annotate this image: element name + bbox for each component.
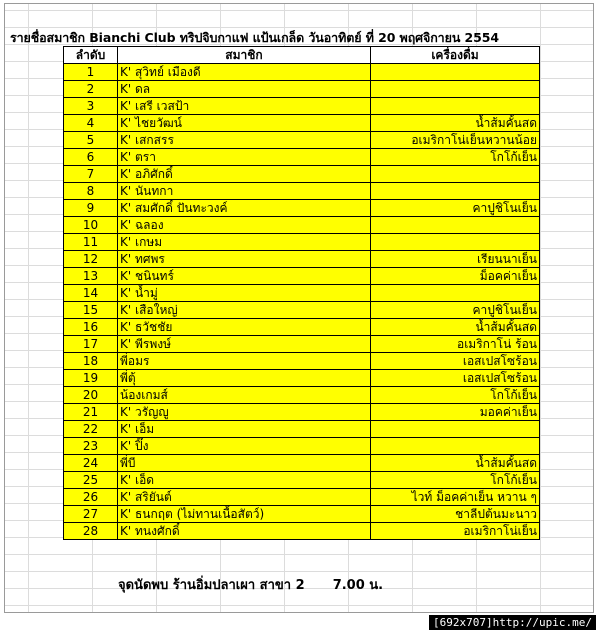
table-row xyxy=(64,421,540,438)
member-name: K' ธวัชชัย xyxy=(118,319,371,336)
table-row xyxy=(64,234,540,251)
member-drink: อเมริกาโน่เย็น xyxy=(371,523,540,540)
member-drink: เอสเปสโซร้อน xyxy=(371,353,540,370)
row-number: 5 xyxy=(64,132,118,149)
table-row xyxy=(64,268,540,285)
row-number: 14 xyxy=(64,285,118,302)
header-member: สมาชิก xyxy=(118,47,371,64)
table-header-row xyxy=(64,47,540,64)
row-number: 8 xyxy=(64,183,118,200)
table-row xyxy=(64,353,540,370)
table-row xyxy=(64,285,540,302)
member-name: K' ทนงศักดิ์ xyxy=(118,523,371,540)
row-number: 23 xyxy=(64,438,118,455)
table-row xyxy=(64,98,540,115)
member-name: พี่ตุ้ xyxy=(118,370,371,387)
row-number: 18 xyxy=(64,353,118,370)
member-drink xyxy=(371,217,540,234)
member-name: K' ทศพร xyxy=(118,251,371,268)
row-number: 20 xyxy=(64,387,118,404)
row-number: 12 xyxy=(64,251,118,268)
member-name: น้องเกมส์ xyxy=(118,387,371,404)
member-drink: ชาลีปต้นมะนาว xyxy=(371,506,540,523)
row-number: 17 xyxy=(64,336,118,353)
member-name: K' ดล xyxy=(118,81,371,98)
page-title: รายชื่อสมาชิก Bianchi Club ทริปจิบกาแฟ แป้นเกล็ด วันอาทิตย์ ที่ 20 พฤศจิกายน 2554 xyxy=(10,30,499,45)
header-no: ลำดับ xyxy=(64,47,118,64)
member-drink xyxy=(371,98,540,115)
member-drink: น้ำส้มคั้นสด xyxy=(371,115,540,132)
row-number: 28 xyxy=(64,523,118,540)
table-row xyxy=(64,489,540,506)
member-drink: น้ำส้มคั้นสด xyxy=(371,319,540,336)
table-row xyxy=(64,319,540,336)
row-number: 27 xyxy=(64,506,118,523)
member-drink: ม็อคค่าเย็น xyxy=(371,268,540,285)
table-row xyxy=(64,200,540,217)
row-number: 3 xyxy=(64,98,118,115)
header-drink: เครื่องดื่ม xyxy=(371,47,540,64)
member-name: K' เสกสรร xyxy=(118,132,371,149)
member-name: K' นันทกา xyxy=(118,183,371,200)
row-number: 24 xyxy=(64,455,118,472)
member-drink xyxy=(371,183,540,200)
table-row xyxy=(64,336,540,353)
row-number: 9 xyxy=(64,200,118,217)
row-number: 4 xyxy=(64,115,118,132)
row-number: 7 xyxy=(64,166,118,183)
member-drink xyxy=(371,64,540,81)
row-number: 15 xyxy=(64,302,118,319)
meeting-place: จุดนัดพบ ร้านอิ่มปลาเผา สาขา 2 xyxy=(118,578,305,593)
member-drink: ไวท์ ม็อคค่าเย็น หวาน ๆ xyxy=(371,489,540,506)
member-name: K' เสือใหญ่ xyxy=(118,302,371,319)
member-name: K' พีรพงษ์ xyxy=(118,336,371,353)
table-row xyxy=(64,370,540,387)
row-number: 2 xyxy=(64,81,118,98)
table-row xyxy=(64,387,540,404)
member-name: K' ไชยวัฒน์ xyxy=(118,115,371,132)
table-row xyxy=(64,455,540,472)
member-drink: มอคค่าเย็น xyxy=(371,404,540,421)
table-row xyxy=(64,506,540,523)
row-number: 25 xyxy=(64,472,118,489)
member-drink: คาปูชิโนเย็น xyxy=(371,302,540,319)
table-row xyxy=(64,115,540,132)
table-row xyxy=(64,217,540,234)
row-number: 13 xyxy=(64,268,118,285)
table-row xyxy=(64,183,540,200)
table-row xyxy=(64,149,540,166)
member-drink xyxy=(371,81,540,98)
member-table xyxy=(63,46,540,540)
member-drink xyxy=(371,438,540,455)
member-name: พี่บี xyxy=(118,455,371,472)
row-number: 21 xyxy=(64,404,118,421)
member-name: K' ตรา xyxy=(118,149,371,166)
member-name: พี่อมร xyxy=(118,353,371,370)
table-row xyxy=(64,472,540,489)
member-drink: อเมริกาโน่เย็นหวานน้อย xyxy=(371,132,540,149)
table-row xyxy=(64,302,540,319)
member-name: K' น้ำมู่ xyxy=(118,285,371,302)
member-drink: โกโก้เย็น xyxy=(371,472,540,489)
meeting-point xyxy=(118,574,383,595)
row-number: 1 xyxy=(64,64,118,81)
table-row xyxy=(64,251,540,268)
member-name: K' เกษม xyxy=(118,234,371,251)
meeting-time: 7.00 น. xyxy=(332,578,384,593)
member-name: K' ธนกฤต (ไม่ทานเนื้อสัตว์) xyxy=(118,506,371,523)
table-row xyxy=(64,64,540,81)
member-rows xyxy=(64,64,540,540)
member-drink: โกโก้เย็น xyxy=(371,149,540,166)
row-number: 16 xyxy=(64,319,118,336)
table-row xyxy=(64,404,540,421)
member-name: K' สริยันต์ xyxy=(118,489,371,506)
member-name: K' สมศักดิ์ ปันทะวงค์ xyxy=(118,200,371,217)
table-row xyxy=(64,438,540,455)
member-name: K' ชนินทร์ xyxy=(118,268,371,285)
table-row xyxy=(64,166,540,183)
member-drink: น้ำส้มคั้นสด xyxy=(371,455,540,472)
member-name: K' วรัญญู xyxy=(118,404,371,421)
member-name: K' เอ็ม xyxy=(118,421,371,438)
member-drink xyxy=(371,285,540,302)
member-drink xyxy=(371,166,540,183)
member-name: K' ปิ๊ง xyxy=(118,438,371,455)
member-drink: อเมริกาโน่ ร้อน xyxy=(371,336,540,353)
member-name: K' เสรี เวสป้า xyxy=(118,98,371,115)
member-drink: โกโก้เย็น xyxy=(371,387,540,404)
member-drink xyxy=(371,234,540,251)
row-number: 26 xyxy=(64,489,118,506)
member-name: K' เอ็ด xyxy=(118,472,371,489)
table-row xyxy=(64,523,540,540)
member-drink: เอสเปสโซร้อน xyxy=(371,370,540,387)
row-number: 6 xyxy=(64,149,118,166)
member-drink: เรียนนาเย็น xyxy=(371,251,540,268)
row-number: 19 xyxy=(64,370,118,387)
member-name: K' สุวิทย์ เมืองดี xyxy=(118,64,371,81)
table-row xyxy=(64,132,540,149)
member-name: K' อภิศักดิ์ xyxy=(118,166,371,183)
member-name: K' ฉลอง xyxy=(118,217,371,234)
member-drink xyxy=(371,421,540,438)
row-number: 11 xyxy=(64,234,118,251)
upic-watermark: [692x707]http://upic.me/ xyxy=(429,615,596,630)
row-number: 10 xyxy=(64,217,118,234)
table-row xyxy=(64,81,540,98)
member-drink: คาปูชิโนเย็น xyxy=(371,200,540,217)
row-number: 22 xyxy=(64,421,118,438)
